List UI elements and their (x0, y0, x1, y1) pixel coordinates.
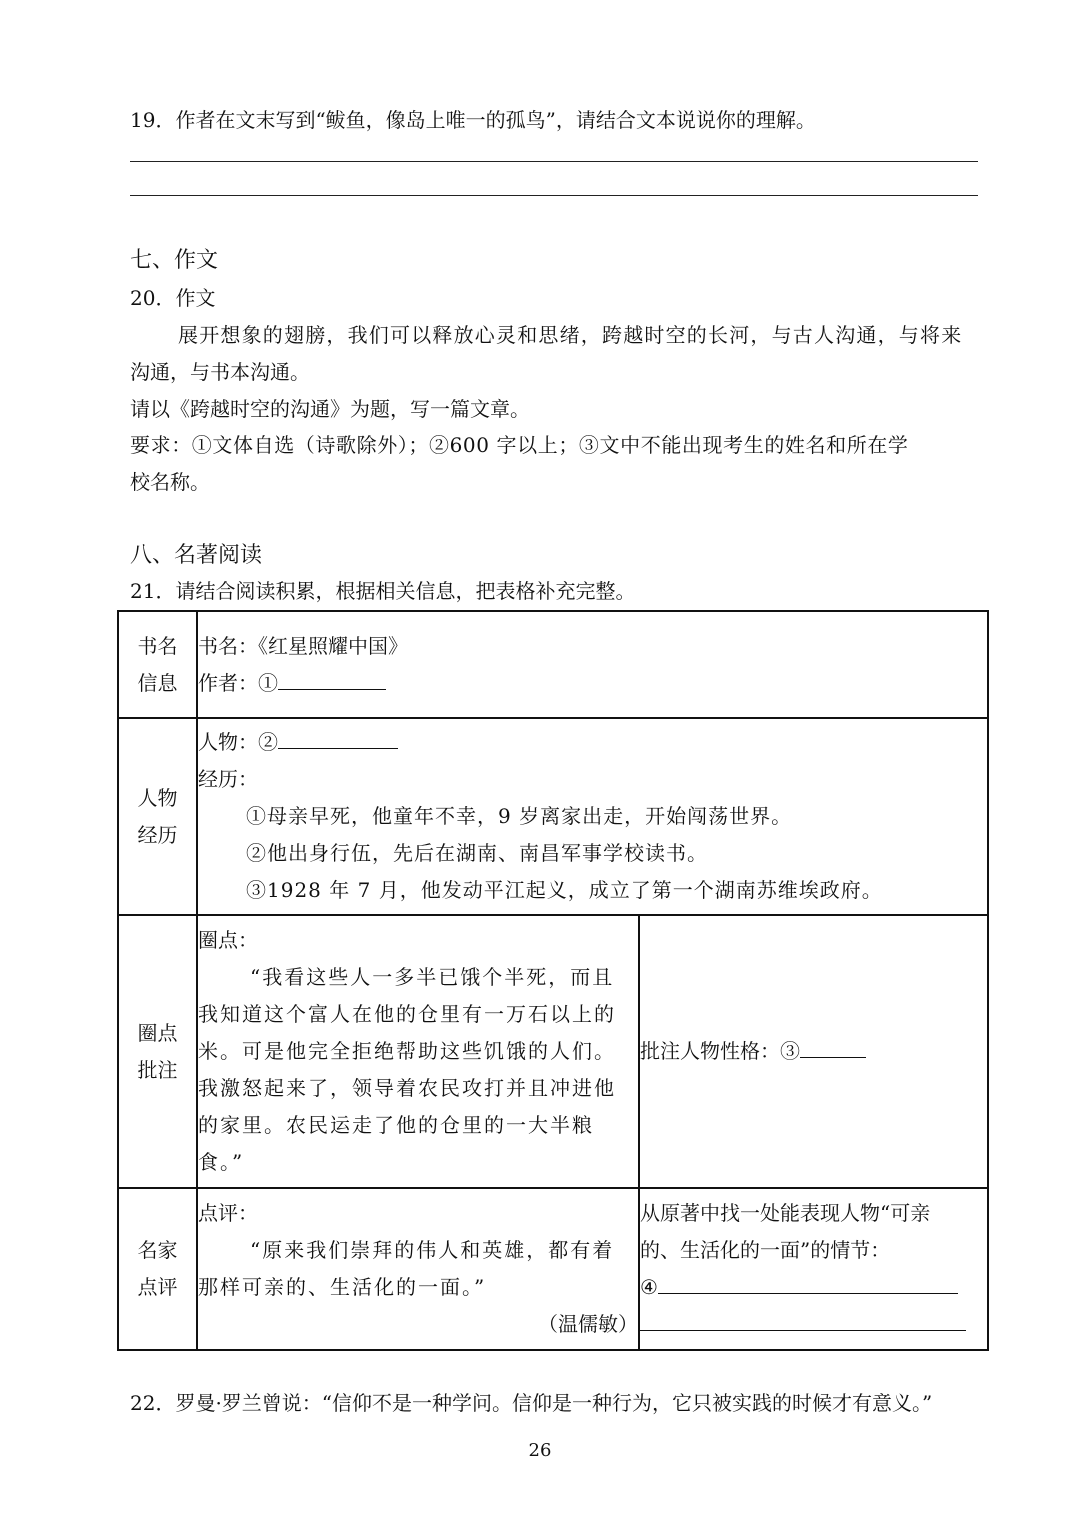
prompt-line: 沟通，与书本沟通。 (130, 360, 310, 384)
book-info-cell (197, 611, 988, 718)
quote-line: 食。” (198, 1150, 245, 1174)
question-text: 作文 (175, 286, 216, 310)
book-name: 书名：《红星照耀中国》 (198, 633, 408, 658)
row-label (118, 718, 197, 915)
label-line: 人物 (137, 785, 178, 810)
excerpt-quote (198, 959, 638, 1181)
experience-title: 经历： (198, 767, 258, 791)
task-line: 从原著中找一处能表现人物“可亲 (640, 1201, 931, 1225)
answer-blank-1[interactable] (278, 667, 386, 690)
label-line: 书名 (137, 633, 178, 658)
answer-line[interactable] (130, 161, 978, 162)
answer-blank-2[interactable] (278, 726, 398, 749)
reading-table (117, 610, 989, 1351)
label-line: 经历 (137, 822, 178, 847)
annotation-label: 批注人物性格：③ (640, 1039, 800, 1063)
quote-line: 的家里。农民运走了他的仓里的一大半粮 (198, 1113, 594, 1137)
answer-line[interactable] (130, 195, 978, 196)
label-line: 点评 (137, 1275, 178, 1299)
review-title: 点评： (198, 1201, 258, 1225)
question-number: 22． (130, 1391, 176, 1415)
experience-cell (197, 718, 988, 915)
question-text: 作者在文末写到“鲅鱼，像岛上唯一的孤鸟”，请结合文本说说你的理解。 (175, 108, 816, 132)
review-quote-line: 那样可亲的、生活化的一面。” (198, 1275, 487, 1299)
answer-blank-3[interactable] (800, 1035, 866, 1058)
requirement-line: 要求：①文体自选（诗歌除外）；②600 字以上；③文中不能出现考生的姓名和所在学 (130, 433, 909, 457)
label-line: 名家 (137, 1238, 178, 1262)
question-21 (130, 575, 635, 604)
prompt-line: 展开想象的翅膀，我们可以释放心灵和思绪，跨越时空的长河，与古人沟通，与将来 (178, 323, 963, 347)
label-line: 信息 (137, 670, 178, 695)
question-number: 19． (130, 108, 176, 132)
quote-line: “我看这些人一多半已饿个半死，而且 (250, 965, 615, 989)
task-answer-line-2 (640, 1306, 987, 1343)
task-cell (639, 1188, 988, 1350)
quote-line: 我激怒起来了，领导着农民攻打并且冲进他 (198, 1076, 616, 1100)
annotation-line (640, 1033, 987, 1070)
table-row-experience (118, 718, 988, 915)
question-19 (130, 104, 816, 133)
experience-item: ②他出身行伍，先后在湖南、南昌军事学校读书。 (246, 841, 708, 865)
answer-blank-4[interactable] (658, 1271, 958, 1294)
question-number: 20． (130, 286, 176, 310)
table-row-review (118, 1188, 988, 1350)
row-label (118, 915, 197, 1188)
answer-blank-4b[interactable] (640, 1308, 966, 1331)
label-line: 圈点 (137, 1020, 178, 1045)
prompt-line: 请以《跨越时空的沟通》为题，写一篇文章。 (130, 397, 530, 421)
page-number: 26 (528, 1440, 552, 1461)
task-line: 的、生活化的一面”的情节： (640, 1238, 891, 1262)
quote-line: 我知道这个富人在他的仓里有一万石以上的 (198, 1002, 616, 1026)
task-answer-line (640, 1269, 987, 1306)
review-quote-line: “原来我们崇拜的伟人和英雄，都有着 (250, 1238, 615, 1262)
review-source: （温儒敏） (538, 1312, 638, 1336)
review-cell (197, 1188, 639, 1350)
author-line (198, 665, 987, 702)
excerpt-cell (197, 915, 639, 1188)
section-title: 七、作文 (130, 248, 219, 273)
task-mark: ④ (640, 1275, 658, 1299)
question-text: 请结合阅读积累，根据相关信息，把表格补充完整。 (175, 579, 636, 603)
question-22 (130, 1387, 932, 1416)
quote-line: 米。可是他完全拒绝帮助这些饥饿的人们。 (198, 1039, 616, 1063)
table-row-annotation (118, 915, 988, 1188)
question-text: 罗曼·罗兰曾说：“信仰不是一种学问。信仰是一种行为，它只被实践的时候才有意义。” (175, 1391, 933, 1415)
label-line: 批注 (137, 1057, 178, 1082)
experience-item: ③1928 年 7 月，他发动平江起义，成立了第一个湖南苏维埃政府。 (246, 878, 883, 902)
requirement-line: 校名称。 (130, 470, 210, 494)
annotation-cell (639, 915, 988, 1188)
question-20 (130, 282, 215, 311)
person-label: 人物：② (198, 730, 278, 754)
experience-item: ①母亲早死，他童年不幸，9 岁离家出走，开始闯荡世界。 (246, 804, 793, 828)
question-number: 21． (130, 579, 176, 603)
author-label: 作者：① (198, 670, 278, 695)
excerpt-title: 圈点： (198, 928, 258, 952)
table-row-book-info (118, 611, 988, 718)
row-label (118, 611, 197, 718)
section-title: 八、名著阅读 (130, 543, 263, 568)
row-label (118, 1188, 197, 1350)
person-line (198, 724, 987, 761)
